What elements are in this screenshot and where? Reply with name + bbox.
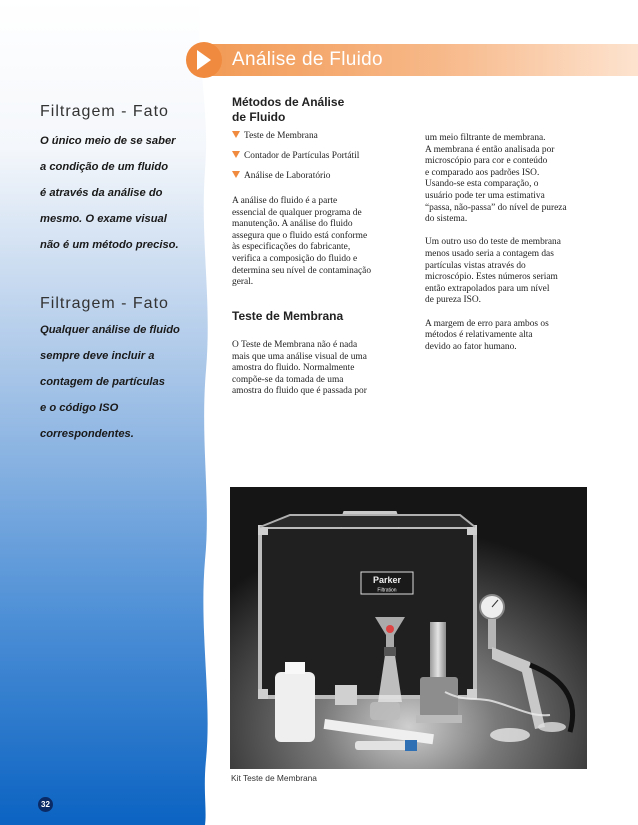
bullet-item	[232, 131, 318, 141]
text-line: “passa, não-passa” do nível de pureza	[425, 202, 567, 213]
fact-2-body	[40, 323, 200, 453]
bullet-label: Análise de Laboratório	[244, 171, 331, 181]
fact-1-body	[40, 134, 200, 264]
fact-2-line: Qualquer análise de fluido	[40, 324, 180, 336]
fact-1-line: é através da análise do	[40, 187, 163, 199]
right-paragraph-1	[425, 133, 610, 226]
text-line: menos usado seria a contagem das	[425, 248, 554, 259]
microscope	[430, 622, 446, 677]
fact-2-line: correspondentes.	[40, 428, 134, 440]
brand-logo-text: Parker	[372, 575, 402, 585]
text-line: devido ao fator humano.	[425, 341, 517, 352]
page-number-badge: 32	[38, 797, 53, 812]
text-line: microscópio para cor e conteúdo	[425, 156, 548, 167]
right-column	[425, 133, 610, 353]
fact-1-line: não é um método preciso.	[40, 239, 179, 251]
analysis-paragraph	[232, 196, 412, 289]
text-line: mais que uma análise visual de uma	[232, 351, 367, 362]
text-line: amostra do fluido. Normalmente	[232, 363, 355, 374]
brand-sub-text: Filtration	[377, 587, 397, 594]
text-line: métodos é relativamente alta	[425, 330, 533, 341]
fact-1-line: O único meio de se saber	[40, 135, 176, 147]
text-line: A margem de erro para ambos os	[425, 318, 549, 329]
section-header	[186, 44, 638, 76]
text-line: Usando-se esta comparação, o	[425, 179, 539, 190]
text-line: do sistema.	[425, 214, 468, 225]
fact-2-line: e o código ISO	[40, 402, 119, 414]
photo-caption: Kit Teste de Membrana	[231, 773, 317, 783]
methods-heading-line: de Fluido	[232, 110, 286, 124]
sample-bottle	[275, 672, 315, 742]
text-line: manutenção. A análise do fluido	[232, 219, 353, 230]
fact-1-line: a condição de um fluido	[40, 161, 169, 173]
fact-2-title: Filtragem - Fato	[40, 295, 169, 312]
fact-1-title: Filtragem - Fato	[40, 103, 169, 120]
triangle-bullet-icon	[232, 171, 240, 178]
text-line: e comparado aos padrões ISO.	[425, 167, 540, 178]
text-line: O Teste de Membrana não é nada	[232, 340, 358, 350]
right-paragraph-2	[425, 237, 610, 307]
text-line: amostra do fluido que é passada por	[232, 386, 367, 397]
text-line: de pureza ISO.	[425, 295, 481, 306]
fact-1-line: mesmo. O exame visual	[40, 213, 167, 225]
text-line: A membrana é então analisada por	[425, 144, 555, 155]
bullet-item	[232, 171, 330, 181]
petri-dish	[490, 728, 530, 742]
triangle-bullet-icon	[232, 151, 240, 158]
triangle-bullet-icon	[232, 131, 240, 138]
text-line: microscópio. Estes números seriam	[425, 272, 558, 283]
text-line: às especificações do fabricante,	[232, 242, 351, 253]
fact-2-line: contagem de partículas	[40, 376, 165, 388]
bullet-label: Contador de Partículas Portátil	[244, 151, 360, 161]
text-line: assegura que o fluido está conforme	[232, 230, 368, 241]
bullet-label: Teste de Membrana	[244, 131, 318, 141]
text-line: Um outro uso do teste de membrana	[425, 237, 561, 248]
membrane-test-heading: Teste de Membrana	[232, 309, 344, 323]
text-line: partículas vistas através do	[425, 260, 526, 271]
methods-heading	[232, 95, 344, 125]
text-line: essencial de qualquer programa de	[232, 207, 362, 218]
text-line: então extrapolados para um nível	[425, 283, 550, 294]
text-line: um meio filtrante de membrana.	[425, 133, 546, 143]
methods-heading-line: Métodos de Análise	[232, 95, 345, 109]
text-line: usuário pode ter uma estimativa	[425, 190, 545, 201]
text-line: verifica a composição do fluido e	[232, 253, 358, 264]
membrane-paragraph	[232, 340, 412, 398]
text-line: A análise do fluido é a parte	[232, 196, 338, 206]
fact-2-line: sempre deve incluir a	[40, 350, 155, 362]
kit-illustration	[230, 487, 587, 769]
text-line: geral.	[232, 277, 254, 288]
page-title: Análise de Fluido	[232, 49, 383, 70]
membrane-kit-photo	[230, 487, 587, 769]
text-line: determina seu nível de contaminação	[232, 265, 372, 276]
header-arrow-badge	[186, 42, 222, 78]
bullet-item	[232, 151, 359, 161]
text-line: compõe-se da tomada de uma	[232, 374, 344, 385]
play-arrow-icon	[197, 50, 211, 70]
right-paragraph-3	[425, 319, 610, 354]
